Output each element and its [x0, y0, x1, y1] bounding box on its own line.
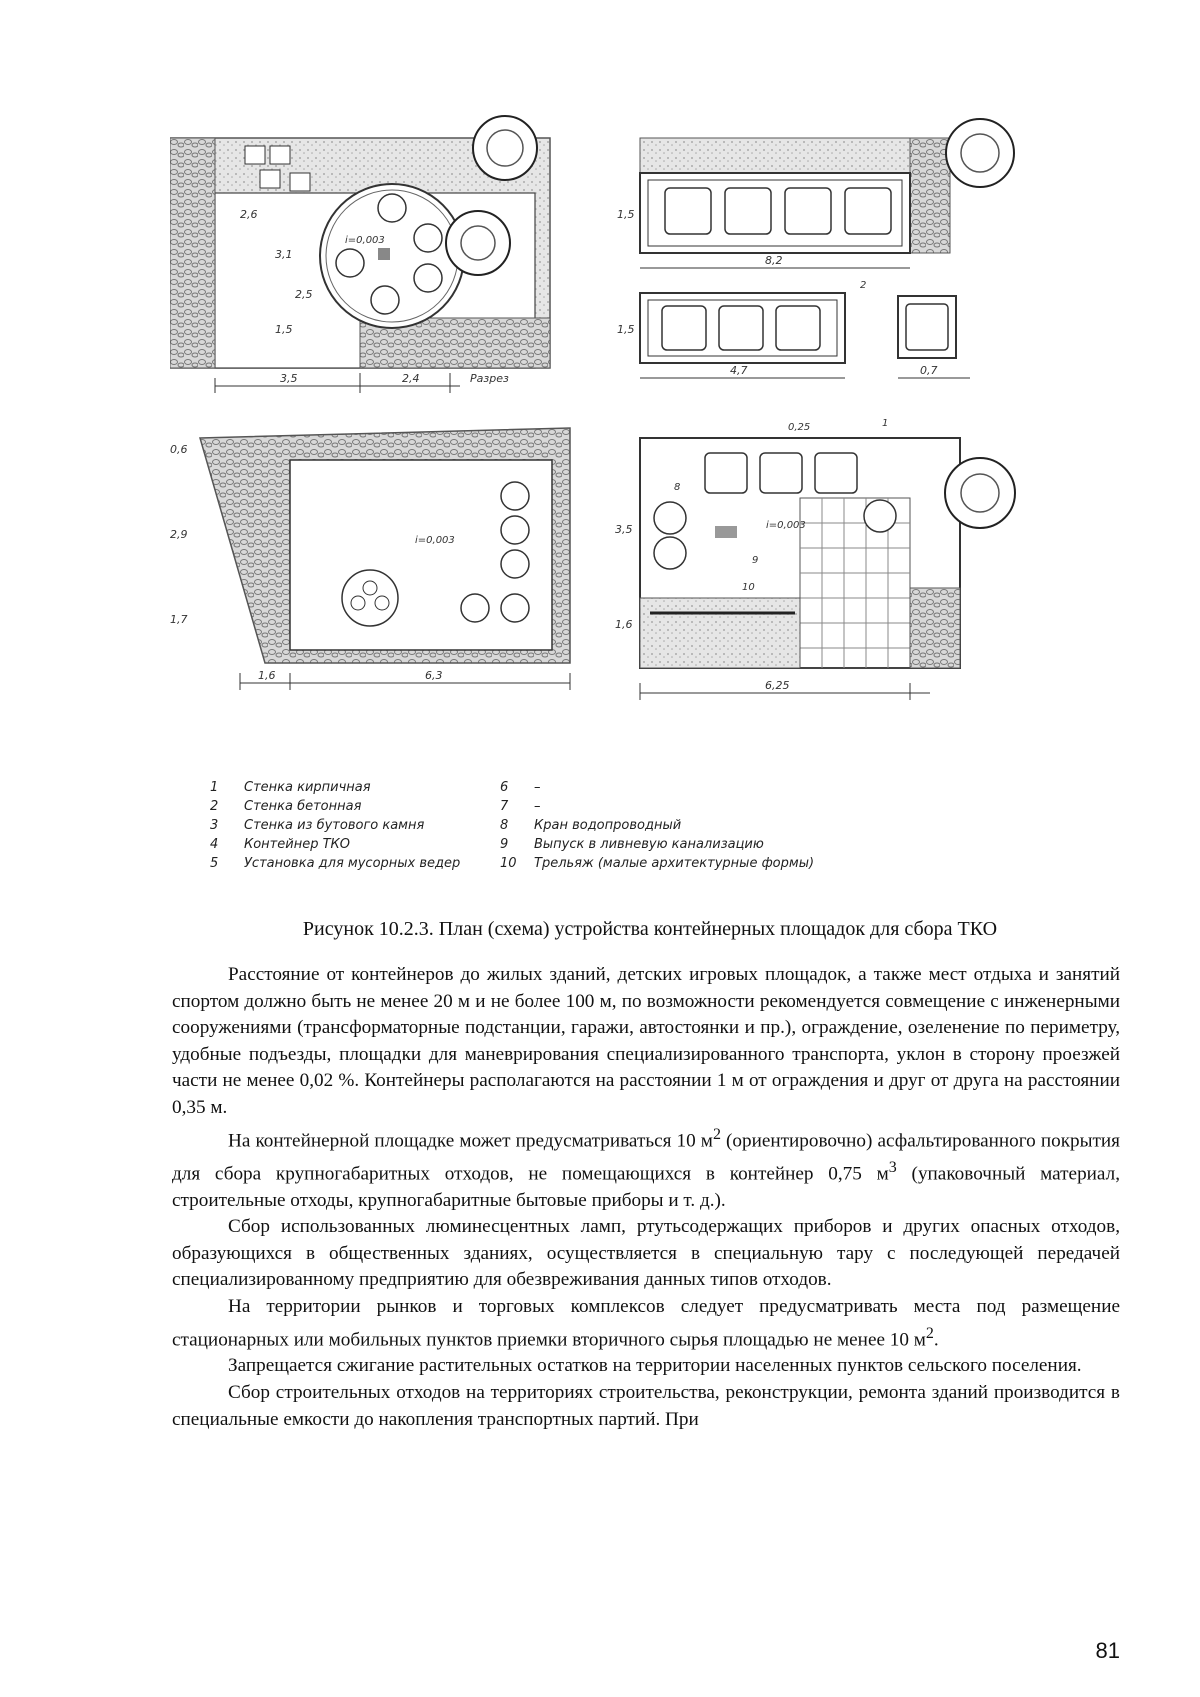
paragraph: На контейнерной площадке может предусматриваться 10 $м^2$ (ориентировочно) асфальтированного покрытия для сбора крупногабаритных отходов, не помещающихся в контейнер 0,75 $м^3$ (упаковочный материал, строительные отходы, крупногабаритные бытовые приборы и т. д.).	[172, 1125, 1120, 1211]
slope-label: i=0,003	[415, 535, 455, 546]
plan-top-right	[617, 119, 1014, 378]
legend-item: 8 Кран водопроводный	[500, 818, 682, 833]
figure-caption: Рисунок 10.2.3. План (схема) устройства контейнерных площадок для сбора ТКО	[302, 918, 998, 940]
callout-label: 1	[882, 418, 889, 429]
paragraph: Запрещается сжигание растительных остатков на территории населенных пунктов сельского поселения.	[228, 1355, 1082, 1377]
callout-label: 9	[752, 555, 759, 566]
paragraph: Сбор строительных отходов на территориях строительства, реконструкции, ремонта зданий производится в специальные емкости до накопления транспортных партий. При	[172, 1382, 1120, 1430]
dim-label: 1,7	[170, 613, 188, 626]
plan-bottom-left	[170, 428, 570, 690]
legend-column-right	[500, 778, 920, 873]
callout-label: 10	[742, 582, 755, 593]
legend-item: 9 Выпуск в ливневую канализацию	[500, 837, 764, 852]
dim-label: 3,5	[280, 372, 298, 385]
slope-label: i=0,003	[766, 520, 806, 531]
dim-label: 1,5	[275, 323, 293, 336]
legend-item: 5 Установка для мусорных ведер	[210, 856, 461, 871]
dim-label: 1,5	[617, 323, 635, 336]
dim-label: Разрез	[470, 372, 509, 385]
dim-label: 1,5	[617, 208, 635, 221]
legend-item: 3 Стенка из бутового камня	[210, 818, 425, 833]
dim-label: 0,6	[170, 443, 188, 456]
dim-label: 2,4	[402, 372, 420, 385]
plan-drawings	[170, 108, 1130, 778]
dim-label: 3,1	[275, 248, 293, 261]
plan-top-left	[170, 116, 550, 393]
callout-label: 0,25	[788, 422, 811, 433]
dim-label: 2,6	[240, 208, 258, 221]
legend-item: 6 –	[500, 780, 541, 795]
dim-label: 4,7	[730, 364, 748, 377]
dim-label: 1,6	[258, 669, 276, 682]
callout-label: 2	[860, 280, 867, 291]
dim-label: 6,3	[425, 669, 443, 682]
dim-label: 2,5	[295, 288, 313, 301]
legend-column-left	[210, 778, 510, 873]
legend-item: 2 Стенка бетонная	[210, 799, 362, 814]
legend-item: 1 Стенка кирпичная	[210, 780, 371, 795]
legend-item: 4 Контейнер ТКО	[210, 837, 350, 852]
dim-label: 2,9	[170, 528, 188, 541]
dim-label: 8,2	[765, 254, 783, 267]
legend-item: 10 Трельяж (малые архитектурные формы)	[500, 856, 815, 871]
callout-label: 8	[674, 482, 681, 493]
plan-bottom-right	[615, 418, 1015, 700]
dim-label: 3,5	[615, 523, 633, 536]
dim-label: 6,25	[765, 679, 790, 692]
slope-label: i=0,003	[345, 235, 385, 246]
paragraph: На территории рынков и торговых комплексов следует предусматривать места под размещение стационарных или мобильных пунктов приемки вторичного сырья площадью не менее 10 $м^2$.	[172, 1295, 1120, 1350]
paragraph: Расстояние от контейнеров до жилых зданий, детских игровых площадок, а также мест отдыха и занятий спортом должно быть не менее 20 м и не более 100 м, по возможности рекомендуется совмещение с инженерными сооружениями (трансформаторные подстанции, гаражи, автостоянки и пр.), ограждение, озеленение по периметру, удобные подъезды, площадки для маневрирования специализированного транспорта, уклон в сторону проезжей части не менее 0,02 %. Контейнеры располагаются на расстоянии 1 м от ограждения и друг от друга на расстоянии 0,35 м.	[172, 964, 1120, 1118]
legend-item: 7 –	[500, 799, 541, 814]
dim-label: 1,6	[615, 618, 633, 631]
paragraph: Сбор использованных люминесцентных ламп, ртутьсодержащих приборов и других опасных отходов, образующихся в общественных зданиях, осуществляется в специальную тару с последующей передачей специализированному предприятию для обезвреживания данных типов отходов.	[172, 1216, 1120, 1291]
body-text	[172, 962, 1120, 1433]
page-number: 81	[1095, 1638, 1120, 1663]
dim-label: 0,7	[920, 364, 938, 377]
